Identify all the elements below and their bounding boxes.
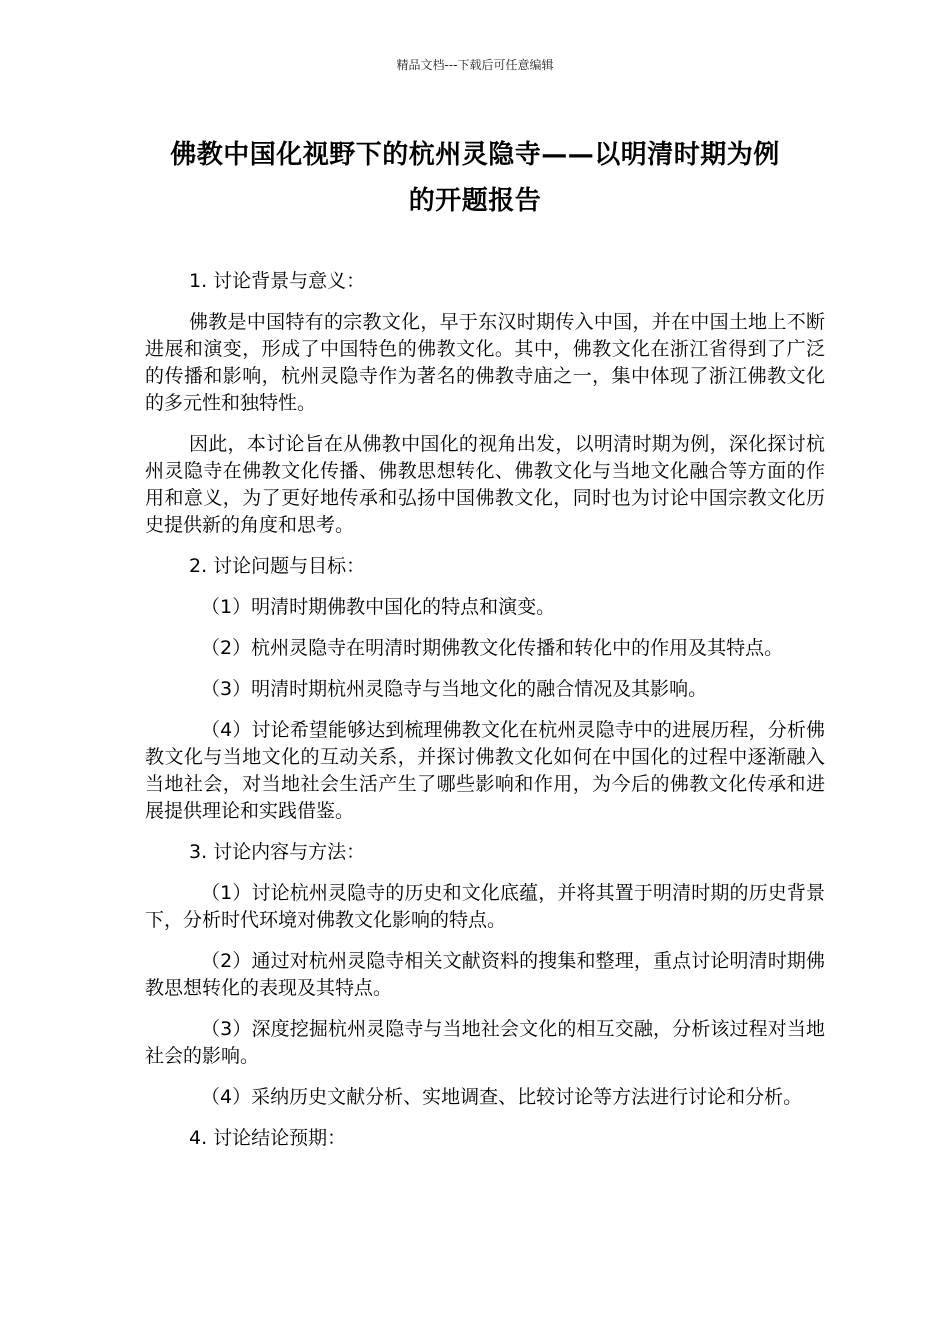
- section-2-item-3: （3）明清时期杭州灵隐寺与当地文化的融合情况及其影响。: [201, 678, 708, 700]
- section-2-heading: 2. 讨论问题与目标：: [189, 555, 366, 577]
- title-line-1: 佛教中国化视野下的杭州灵隐寺——以明清时期为例: [170, 140, 780, 170]
- section-3-item-1: （1）讨论杭州灵隐寺的历史和文化底蕴，并将其置于明清时期的历史背景下，分析时代环境对佛教文化影响的特点。: [145, 882, 825, 931]
- section-3-item-2: （2）通过对杭州灵隐寺相关文献资料的搜集和整理，重点讨论明清时期佛教思想转化的表现及其特点。: [145, 950, 825, 999]
- section-3-heading: 3. 讨论内容与方法：: [189, 841, 366, 863]
- section-4-heading: 4. 讨论结论预期：: [189, 1127, 347, 1149]
- section-1-paragraph-2: 因此，本讨论旨在从佛教中国化的视角出发，以明清时期为例，深化探讨杭州灵隐寺在佛教文化传播、佛教思想转化、佛教文化与当地文化融合等方面的作用和意义，为了更好地传承和弘扬中国佛教文化，同时也为讨论中国宗教文化历史提供新的角度和思考。: [145, 433, 825, 536]
- section-1-paragraph-1: 佛教是中国特有的宗教文化，早于东汉时期传入中国，并在中国土地上不断进展和演变，形成了中国特色的佛教文化。其中，佛教文化在浙江省得到了广泛的传播和影响，杭州灵隐寺作为著名的佛教寺庙之一，集中体现了浙江佛教文化的多元性和独特性。: [145, 311, 825, 414]
- section-3-item-4: （4）采纳历史文献分析、实地调查、比较讨论等方法进行讨论和分析。: [201, 1086, 803, 1108]
- section-2-item-2: （2）杭州灵隐寺在明清时期佛教文化传播和转化中的作用及其特点。: [201, 637, 784, 659]
- document-body: [145, 268, 825, 1166]
- document-title: [100, 132, 850, 224]
- section-3-item-3: （3）深度挖掘杭州灵隐寺与当地社会文化的相互交融，分析该过程对当地社会的影响。: [145, 1018, 825, 1067]
- header-note: 精品文档---下载后可任意编辑: [396, 58, 554, 72]
- title-line-2: 的开题报告: [408, 186, 542, 216]
- section-2-item-1: （1）明清时期佛教中国化的特点和演变。: [201, 596, 556, 618]
- section-2-item-4: （4）讨论希望能够达到梳理佛教文化在杭州灵隐寺中的进展历程，分析佛教文化与当地文化的互动关系，并探讨佛教文化如何在中国化的过程中逐渐融入当地社会，对当地社会生活产生了哪些影响和作用，为今后的佛教文化传承和进展提供理论和实践借鉴。: [145, 719, 825, 822]
- section-1-heading: 1. 讨论背景与意义：: [189, 270, 366, 292]
